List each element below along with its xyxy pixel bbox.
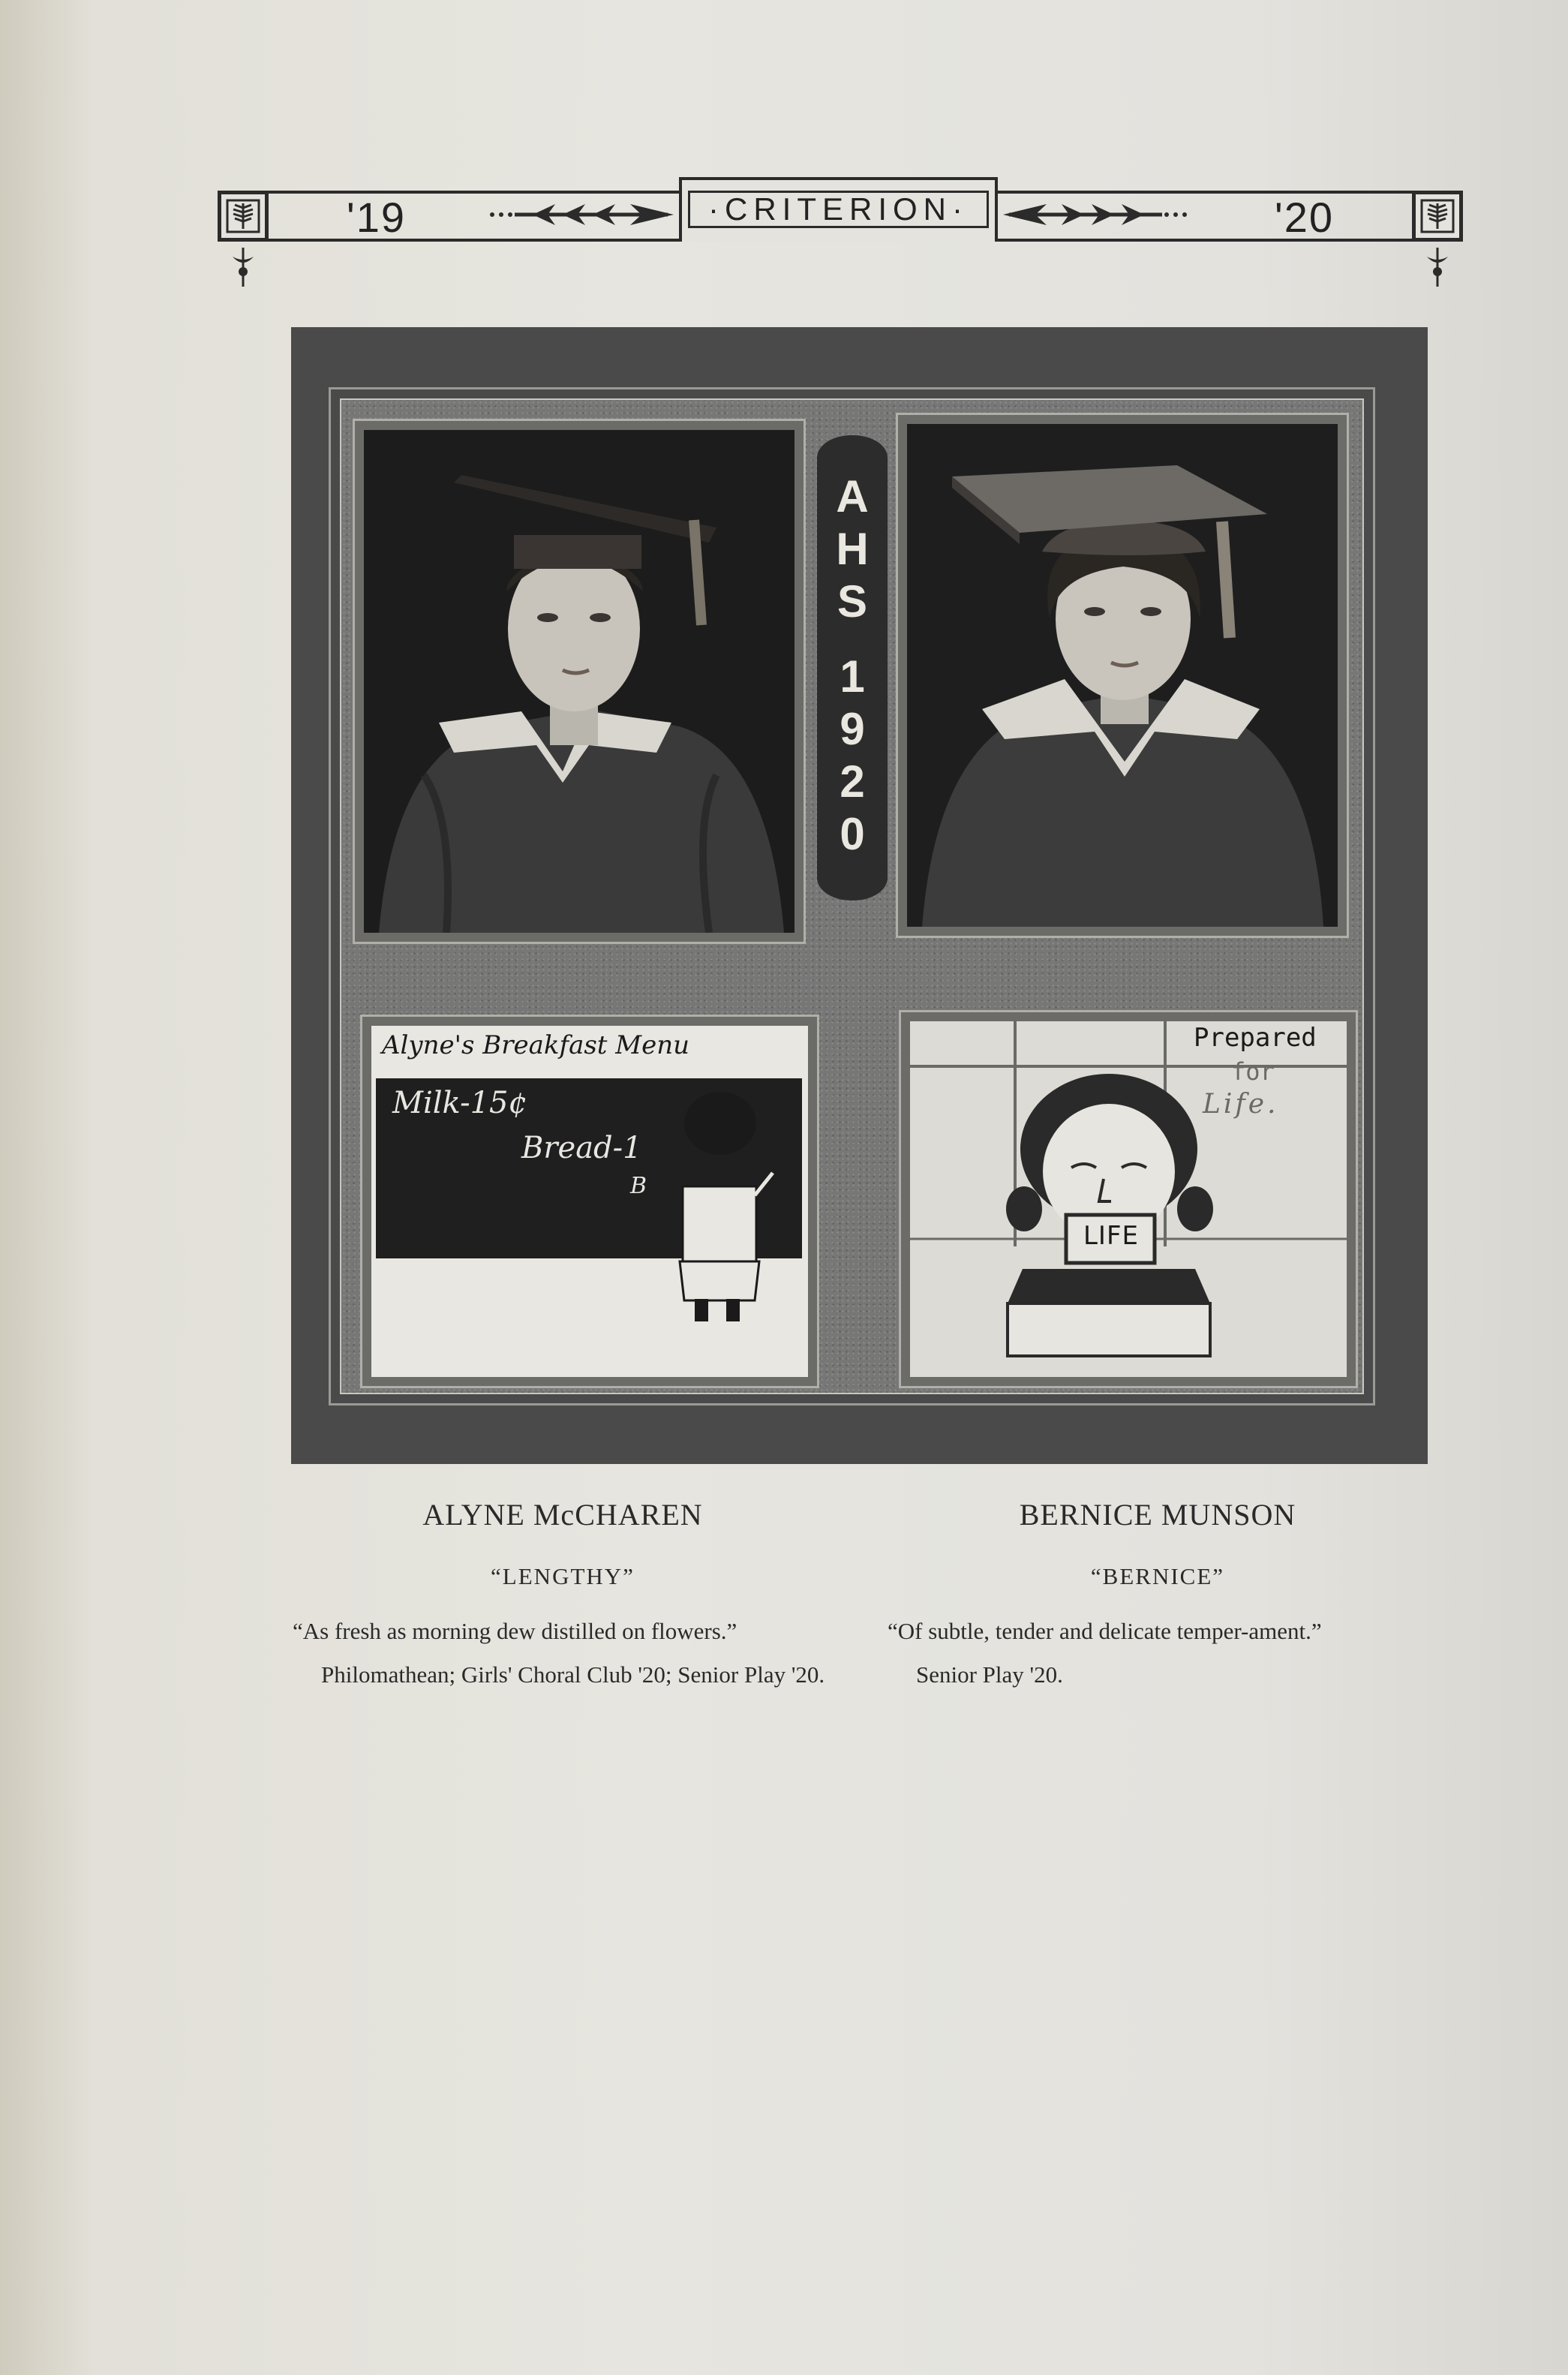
student-caption-left — [293, 1497, 833, 1688]
banner-digit: 0 — [840, 809, 865, 859]
student-name: ALYNE McCHAREN — [422, 1498, 703, 1532]
ahs-1920-banner — [817, 435, 888, 900]
banner-digit: 2 — [840, 756, 865, 807]
banner-letter: A — [836, 471, 869, 522]
header-year-left: '19 — [347, 194, 406, 241]
sketch-frame-left — [360, 1015, 819, 1388]
portrait-photo-bernice — [907, 424, 1338, 927]
student-activities: Senior Play '20. — [916, 1661, 1063, 1688]
header-title: ·CRITERION· — [688, 191, 989, 228]
page-header — [218, 177, 1463, 290]
sketch-menu-title: Alyne's Breakfast Menu — [382, 1030, 689, 1060]
banner-digit: 1 — [840, 651, 865, 702]
wheat-ornament-icon — [218, 191, 269, 242]
pendant-ornament-icon — [1424, 246, 1451, 292]
portrait-frame-right — [896, 413, 1349, 938]
arrow-ornament-icon — [1002, 200, 1189, 233]
banner-letter: S — [837, 576, 868, 627]
prepared-for-life-sketch — [910, 1021, 1347, 1377]
student-nickname: “LENGTHY” — [491, 1563, 635, 1589]
header-title-box — [679, 177, 998, 242]
sketch-caption-line: for — [1231, 1057, 1275, 1086]
wheat-ornament-icon — [1412, 191, 1463, 242]
student-name: BERNICE MUNSON — [1019, 1498, 1296, 1532]
sketch-caption-line: Life. — [1203, 1089, 1279, 1120]
breakfast-menu-sketch — [371, 1026, 808, 1377]
student-quote: “As fresh as morning dew distilled on flowers.” — [293, 1618, 737, 1644]
student-quote: “Of subtle, tender and delicate temper-ament.” — [888, 1618, 1322, 1644]
header-year-right: '20 — [1275, 194, 1334, 241]
student-nickname: “BERNICE” — [1090, 1563, 1225, 1589]
sketch-caption-line: Prepared — [1194, 1023, 1317, 1053]
portrait-frame-left — [353, 419, 806, 944]
sketch-menu-line: B — [630, 1173, 647, 1199]
student-activities: Philomathean; Girls' Choral Club '20; Senior Play '20. — [321, 1661, 825, 1688]
sketch-frame-right — [899, 1010, 1358, 1388]
sketch-menu-line: Bread-1 — [521, 1131, 642, 1165]
arrow-ornament-icon — [488, 200, 675, 233]
portrait-photo-alyne — [364, 430, 795, 933]
banner-digit: 9 — [840, 704, 865, 754]
pendant-ornament-icon — [230, 246, 257, 292]
student-caption-right — [888, 1497, 1428, 1688]
sketch-menu-line: Milk-15¢ — [392, 1086, 527, 1120]
banner-letter: H — [836, 524, 869, 574]
sketch-book-label: LIFE — [1083, 1221, 1139, 1251]
